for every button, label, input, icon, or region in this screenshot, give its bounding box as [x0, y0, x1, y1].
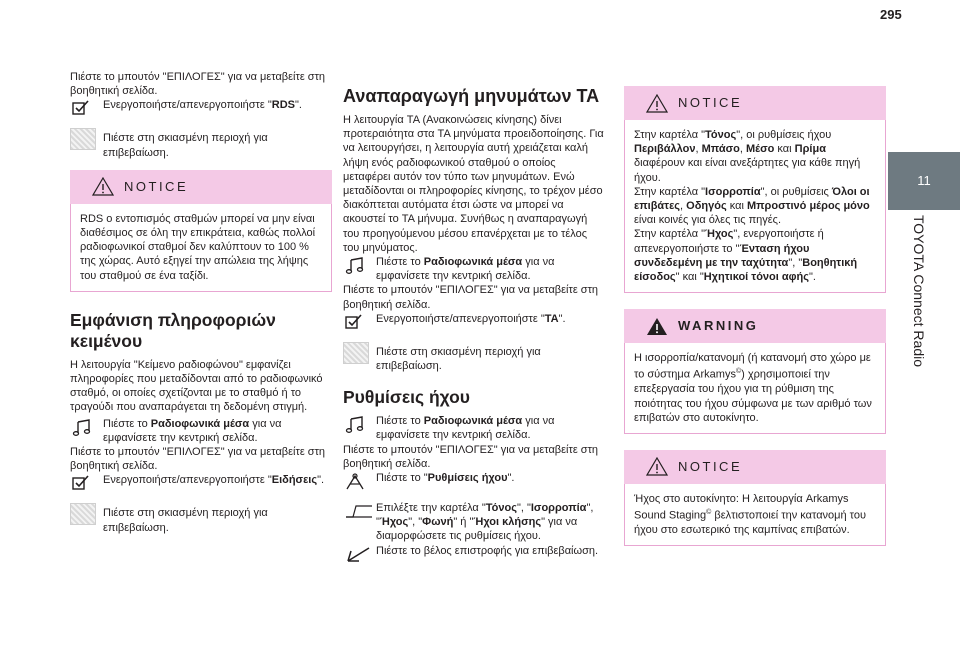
step-row: Πιέστε στη σκιασμένη περιοχή για επιβεβαίωση.: [70, 126, 332, 159]
music-note-icon: [70, 417, 103, 445]
step-row: Επιλέξτε την καρτέλα "Τόνος", "Ισορροπία", "Ήχος", "Φωνή" ή "Ήχοι κλήσης" για να διαμορφώσετε τις ρυθμίσεις ήχου.: [343, 501, 605, 544]
side-title: TOYOTA Connect Radio: [911, 215, 927, 367]
settings-sliders-icon: [343, 471, 376, 499]
section-heading: Εμφάνιση πληροφοριών κειμένου: [70, 309, 276, 351]
checkbox-icon: [343, 312, 376, 340]
paragraph: Πιέστε το μπουτόν "ΕΠΙΛΟΓΕΣ" για να μεταβείτε στη βοηθητική σελίδα.: [70, 71, 326, 98]
warning-label: WARNING: [678, 318, 759, 334]
warning-text: Η ισορροπία/κατανομή (ή κατανομή στο χώρο με το σύστημα Arkamys©) χρησιμοποιεί την επεξεργασία του ήχου για τη ρύθμιση της ποιότητας του ήχου σύμφωνα με των αριθμό των επιβατών στο αυτοκίνητο.: [624, 343, 886, 434]
section-heading: Αναπαραγωγή μηνυμάτων TA: [343, 86, 600, 106]
step-row: Πιέστε το Ραδιοφωνικά μέσα για να εμφανίσετε την κεντρική σελίδα.: [343, 255, 605, 283]
notice-text: Στην καρτέλα "Τόνος", οι ρυθμίσεις ήχου Περιβάλλον, Μπάσο, Μέσο και Πρίμα διαφέρουν και είναι ανεξάρτητες για κάθε πηγή ήχου. Στην καρτέλα "Ισορροπία", οι ρυθμίσεις Όλοι οι επιβάτες, Οδηγός και Μπροστινό μέρος μόνο είναι κοινές για όλες τις πηγές. Στην καρτέλα "Ήχος", ενεργοποιήστε ή απενεργοποιήστε το "Ένταση ήχου συνδεδεμένη με την ταχύτητα", "Βοηθητική είσοδος" και "Ηχητικοί τόνοι αφής".: [624, 120, 886, 293]
notice-box: [624, 450, 886, 546]
column-3: [624, 86, 886, 546]
notice-box: [70, 170, 332, 292]
notice-text: Ήχος στο αυτοκίνητο: Η λειτουργία Arkamys Sound Staging© βελτιστοποιεί την κατανομή του ήχου στο εσωτερικό της καμπίνας επιβατών.: [624, 484, 886, 546]
checkbox-icon: [70, 98, 103, 126]
back-arrow-icon: [343, 544, 376, 572]
shaded-area-icon: [70, 126, 103, 154]
step-row: Πιέστε το "Ρυθμίσεις ήχου".: [343, 471, 605, 499]
section-heading: Ρυθμίσεις ήχου: [343, 387, 470, 408]
music-note-icon: [343, 414, 376, 442]
paragraph: Πιέστε το μπουτόν "ΕΠΙΛΟΓΕΣ" για να μεταβείτε στη βοηθητική σελίδα.: [343, 284, 599, 311]
notice-label: NOTICE: [678, 94, 743, 110]
music-note-icon: [343, 255, 376, 283]
warning-triangle-filled-icon: [646, 317, 668, 336]
notice-label: NOTICE: [678, 458, 743, 474]
paragraph: Η λειτουργία "Κείμενο ραδιοφώνου" εμφανίζει πληροφορίες που μεταδίδονται από το ραδιοφωνικό σταθμό, οι οποίες σχετίζονται με το σταθμό ή το τραγούδι που αναπαράγεται τη δεδομένη στιγμή.: [70, 358, 323, 414]
shaded-area-icon: [343, 340, 376, 368]
checkbox-icon: [70, 473, 103, 501]
step-row: Ενεργοποιήστε/απενεργοποιήστε "TA".: [343, 312, 605, 340]
step-row: Πιέστε στη σκιασμένη περιοχή για επιβεβαίωση.: [70, 501, 332, 534]
column-1: [70, 70, 332, 535]
paragraph: Πιέστε το μπουτόν "ΕΠΙΛΟΓΕΣ" για να μεταβείτε στη βοηθητική σελίδα.: [343, 443, 599, 470]
chapter-tab: 11: [888, 152, 960, 210]
warning-triangle-icon: [646, 94, 668, 113]
notice-label: NOTICE: [124, 178, 189, 194]
notice-text: RDS ο εντοπισμός σταθμών μπορεί να μην είναι διαθέσιμος σε όλη την επικράτεια, καθώς πολλοί ραδιοφωνικοί σταθμοί δεν καλύπτουν το 100 % της χώρας. Αυτό εξηγεί την απώλεια της λήψης του σταθμού σε ένα ταξίδι.: [70, 204, 332, 292]
paragraph: Πιέστε το μπουτόν "ΕΠΙΛΟΓΕΣ" για να μεταβείτε στη βοηθητική σελίδα.: [70, 446, 326, 473]
step-row: Πιέστε το βέλος επιστροφής για επιβεβαίωση.: [343, 544, 605, 572]
step-row: Πιέστε το Ραδιοφωνικά μέσα για να εμφανίσετε την κεντρική σελίδα.: [343, 414, 605, 442]
step-row: Πιέστε στη σκιασμένη περιοχή για επιβεβαίωση.: [343, 340, 605, 373]
warning-box: [624, 309, 886, 434]
tab-icon: [343, 501, 376, 529]
warning-triangle-icon: [92, 177, 114, 196]
paragraph: Η λειτουργία TA (Ανακοινώσεις κίνησης) δίνει προτεραιότητα στα TA μηνύματα προειδοποίησης. Για να λειτουργήσει, η λειτουργία αυτή χρειάζεται καλή λήψη ενός ραδιοφωνικού σταθμού ο οποίος μεταφέρει αυτόν τον τύπο των μηνυμάτων. Ενώ μεταδίδονται οι πληροφορίες κίνησης, το τρέχον μέσο διακόπτεται αυτόματα έτσι ώστε να μπορεί να ακουστεί το TA μήνυμα. Συνήθως η αναπαραγωγή του προηγούμενου μέσου επανέρχεται με το τέλος του μηνύματος.: [343, 114, 604, 254]
page-number: 295: [880, 7, 902, 22]
step-row: Πιέστε το Ραδιοφωνικά μέσα για να εμφανίσετε την κεντρική σελίδα.: [70, 417, 332, 445]
shaded-area-icon: [70, 501, 103, 529]
warning-triangle-icon: [646, 457, 668, 476]
step-row: Ενεργοποιήστε/απενεργοποιήστε "Ειδήσεις".: [70, 473, 332, 501]
notice-box: [624, 86, 886, 293]
step-row: Ενεργοποιήστε/απενεργοποιήστε "RDS".: [70, 98, 332, 126]
column-2: [343, 86, 605, 572]
